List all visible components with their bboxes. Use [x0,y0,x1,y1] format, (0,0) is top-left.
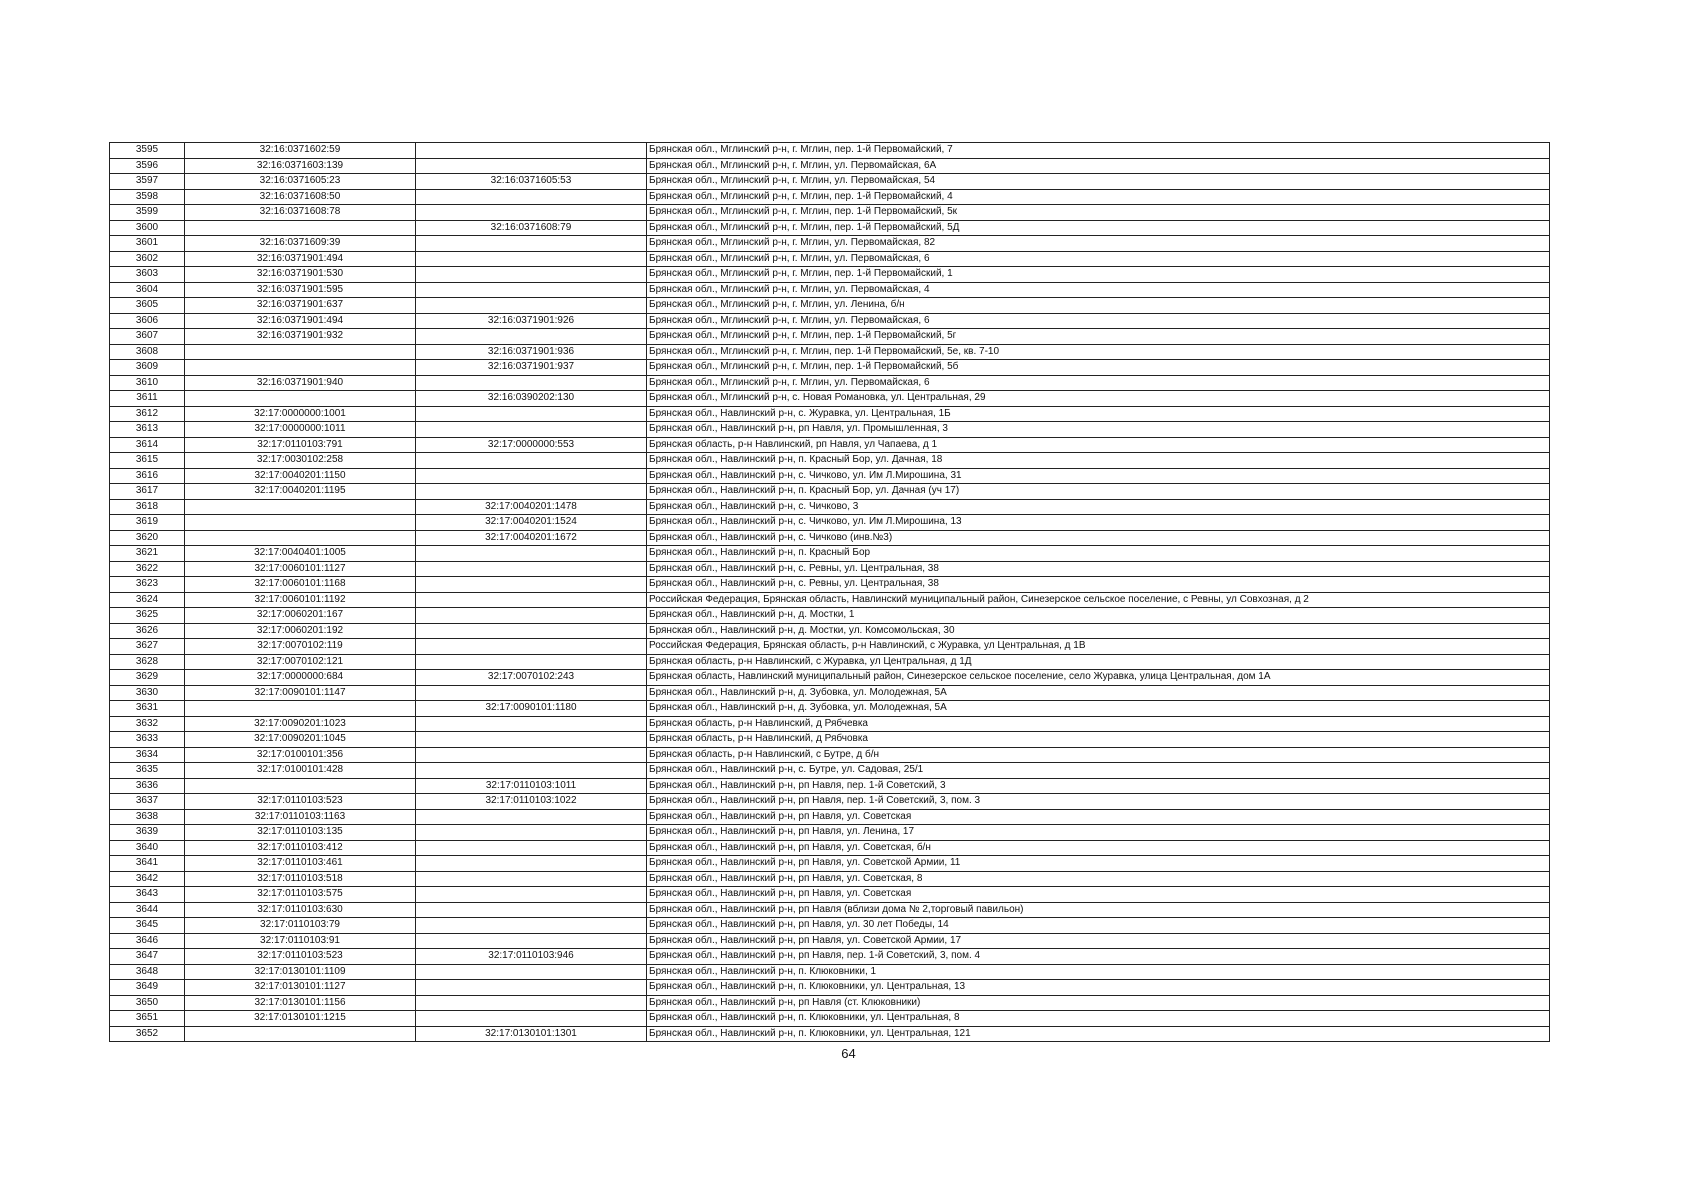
table-row [110,809,1550,825]
related-cadastral-number-cell: 32:16:0371605:53 [416,174,647,190]
related-cadastral-number-cell [416,639,647,655]
address-cell: Брянская обл., Навлинский р-н, п. Клюковники, 1 [647,964,1550,980]
address-cell: Брянская обл., Мглинский р-н, с. Новая Романовка, ул. Центральная, 29 [647,391,1550,407]
cadastral-number-cell: 32:17:0110103:461 [185,856,416,872]
row-number-cell: 3648 [110,964,185,980]
related-cadastral-number-cell [416,422,647,438]
row-number-cell: 3640 [110,840,185,856]
row-number-cell: 3621 [110,546,185,562]
cadastral-number-cell: 32:17:0110103:91 [185,933,416,949]
related-cadastral-number-cell [416,282,647,298]
row-number-cell: 3628 [110,654,185,670]
address-cell: Брянская обл., Мглинский р-н, г. Мглин, пер. 1-й Первомайский, 7 [647,143,1550,159]
table-row [110,918,1550,934]
address-cell: Брянская обл., Мглинский р-н, г. Мглин, пер. 1-й Первомайский, 5г [647,329,1550,345]
row-number-cell: 3644 [110,902,185,918]
related-cadastral-number-cell [416,902,647,918]
table-row [110,360,1550,376]
table-row [110,143,1550,159]
address-cell: Брянская обл., Навлинский р-н, д. Мостки, 1 [647,608,1550,624]
table-row [110,329,1550,345]
table-row [110,840,1550,856]
related-cadastral-number-cell: 32:16:0371901:926 [416,313,647,329]
address-cell: Брянская обл., Навлинский р-н, п. Красный Бор, ул. Дачная (уч 17) [647,484,1550,500]
table-row [110,174,1550,190]
cadastral-number-cell: 32:17:0070102:121 [185,654,416,670]
related-cadastral-number-cell [416,840,647,856]
row-number-cell: 3635 [110,763,185,779]
address-cell: Брянская обл., Навлинский р-н, д. Мостки, ул. Комсомольская, 30 [647,623,1550,639]
row-number-cell: 3634 [110,747,185,763]
related-cadastral-number-cell [416,561,647,577]
address-cell: Брянская обл., Мглинский р-н, г. Мглин, ул. Первомайская, 82 [647,236,1550,252]
row-number-cell: 3603 [110,267,185,283]
address-cell: Брянская обл., Мглинский р-н, г. Мглин, ул. Первомайская, 6 [647,313,1550,329]
cadastral-number-cell: 32:17:0000000:1001 [185,406,416,422]
table-row [110,592,1550,608]
cadastral-number-cell: 32:16:0371901:494 [185,313,416,329]
row-number-cell: 3615 [110,453,185,469]
address-cell: Брянская область, Навлинский муниципальный район, Синезерское сельское поселение, село Журавка, улица Центральная, дом 1А [647,670,1550,686]
row-number-cell: 3612 [110,406,185,422]
table-row [110,158,1550,174]
cadastral-number-cell: 32:17:0110103:518 [185,871,416,887]
row-number-cell: 3646 [110,933,185,949]
related-cadastral-number-cell [416,1011,647,1027]
row-number-cell: 3639 [110,825,185,841]
address-cell: Брянская обл., Мглинский р-н, г. Мглин, ул. Первомайская, 6 [647,375,1550,391]
related-cadastral-number-cell [416,468,647,484]
related-cadastral-number-cell [416,158,647,174]
table-row [110,763,1550,779]
cadastral-number-cell: 32:17:0000000:1011 [185,422,416,438]
cadastral-number-cell [185,778,416,794]
related-cadastral-number-cell [416,546,647,562]
related-cadastral-number-cell: 32:17:0040201:1672 [416,530,647,546]
related-cadastral-number-cell: 32:16:0390202:130 [416,391,647,407]
table-row [110,887,1550,903]
row-number-cell: 3631 [110,701,185,717]
cadastral-number-cell [185,515,416,531]
cadastral-number-cell: 32:16:0371609:39 [185,236,416,252]
address-cell: Брянская обл., Мглинский р-н, г. Мглин, пер. 1-й Первомайский, 5б [647,360,1550,376]
table-row [110,530,1550,546]
cadastral-number-cell: 32:17:0110103:791 [185,437,416,453]
address-cell: Брянская обл., Навлинский р-н, п. Клюковники, ул. Центральная, 8 [647,1011,1550,1027]
address-cell: Брянская обл., Навлинский р-н, д. Зубовка, ул. Молодежная, 5А [647,685,1550,701]
related-cadastral-number-cell [416,809,647,825]
row-number-cell: 3608 [110,344,185,360]
row-number-cell: 3617 [110,484,185,500]
table-row [110,1011,1550,1027]
related-cadastral-number-cell [416,887,647,903]
table-row [110,561,1550,577]
cadastral-number-cell: 32:17:0100101:428 [185,763,416,779]
table-row [110,515,1550,531]
address-cell: Брянская обл., Навлинский р-н, рп Навля, ул. 30 лет Победы, 14 [647,918,1550,934]
address-cell: Брянская обл., Навлинский р-н, с. Чичково, ул. Им Л.Мирошина, 13 [647,515,1550,531]
table-row [110,391,1550,407]
cadastral-table [109,142,1550,1042]
table-row [110,189,1550,205]
table-row [110,670,1550,686]
cadastral-number-cell: 32:17:0060201:167 [185,608,416,624]
row-number-cell: 3643 [110,887,185,903]
row-number-cell: 3650 [110,995,185,1011]
table-row [110,856,1550,872]
table-row [110,685,1550,701]
related-cadastral-number-cell: 32:16:0371608:79 [416,220,647,236]
related-cadastral-number-cell [416,964,647,980]
address-cell: Брянская обл., Навлинский р-н, рп Навля, ул. Советской Армии, 17 [647,933,1550,949]
cadastral-number-cell: 32:16:0371605:23 [185,174,416,190]
cadastral-number-cell [185,530,416,546]
address-cell: Брянская обл., Навлинский р-н, с. Чичково, 3 [647,499,1550,515]
address-cell: Брянская обл., Навлинский р-н, п. Клюковники, ул. Центральная, 13 [647,980,1550,996]
address-cell: Брянская обл., Навлинский р-н, рп Навля, пер. 1-й Советский, 3 [647,778,1550,794]
cadastral-number-cell [185,360,416,376]
row-number-cell: 3598 [110,189,185,205]
cadastral-number-cell: 32:17:0130101:1215 [185,1011,416,1027]
table-row [110,437,1550,453]
related-cadastral-number-cell [416,716,647,732]
related-cadastral-number-cell [416,825,647,841]
table-row [110,964,1550,980]
address-cell: Российская Федерация, Брянская область, Навлинский муниципальный район, Синезерское сельское поселение, с Ревны, ул Совхозная, д 2 [647,592,1550,608]
address-cell: Брянская обл., Навлинский р-н, п. Красный Бор [647,546,1550,562]
cadastral-number-cell: 32:17:0130101:1109 [185,964,416,980]
related-cadastral-number-cell [416,236,647,252]
cadastral-number-cell: 32:17:0090101:1147 [185,685,416,701]
table-row [110,205,1550,221]
address-cell: Брянская обл., Мглинский р-н, г. Мглин, пер. 1-й Первомайский, 5Д [647,220,1550,236]
related-cadastral-number-cell [416,856,647,872]
related-cadastral-number-cell [416,375,647,391]
address-cell: Российская Федерация, Брянская область, р-н Навлинский, с Журавка, ул Центральная, д 1В [647,639,1550,655]
table-row [110,251,1550,267]
table-row [110,468,1550,484]
row-number-cell: 3614 [110,437,185,453]
address-cell: Брянская обл., Мглинский р-н, г. Мглин, ул. Первомайская, 54 [647,174,1550,190]
cadastral-number-cell: 32:16:0371608:50 [185,189,416,205]
related-cadastral-number-cell [416,592,647,608]
address-cell: Брянская обл., Навлинский р-н, рп Навля (ст. Клюковники) [647,995,1550,1011]
address-cell: Брянская обл., Навлинский р-н, рп Навля, пер. 1-й Советский, 3, пом. 3 [647,794,1550,810]
table-row [110,484,1550,500]
related-cadastral-number-cell [416,329,647,345]
row-number-cell: 3637 [110,794,185,810]
cadastral-number-cell: 32:16:0371602:59 [185,143,416,159]
table-row [110,313,1550,329]
row-number-cell: 3600 [110,220,185,236]
cadastral-number-cell: 32:17:0090201:1045 [185,732,416,748]
related-cadastral-number-cell: 32:17:0070102:243 [416,670,647,686]
row-number-cell: 3606 [110,313,185,329]
table-row [110,701,1550,717]
related-cadastral-number-cell [416,406,647,422]
table-row [110,747,1550,763]
address-cell: Брянская обл., Навлинский р-н, рп Навля, ул. Советская, 8 [647,871,1550,887]
table-row [110,902,1550,918]
cadastral-number-cell: 32:17:0060101:1127 [185,561,416,577]
related-cadastral-number-cell [416,685,647,701]
cadastral-number-cell: 32:16:0371901:530 [185,267,416,283]
row-number-cell: 3602 [110,251,185,267]
related-cadastral-number-cell [416,189,647,205]
row-number-cell: 3626 [110,623,185,639]
table-row [110,995,1550,1011]
table-row [110,577,1550,593]
table-row [110,453,1550,469]
row-number-cell: 3622 [110,561,185,577]
cadastral-number-cell [185,391,416,407]
table-row [110,949,1550,965]
row-number-cell: 3633 [110,732,185,748]
address-cell: Брянская обл., Мглинский р-н, г. Мглин, пер. 1-й Первомайский, 5е, кв. 7-10 [647,344,1550,360]
address-cell: Брянская обл., Навлинский р-н, п. Красный Бор, ул. Дачная, 18 [647,453,1550,469]
address-cell: Брянская обл., Навлинский р-н, рп Навля, ул. Советская [647,809,1550,825]
related-cadastral-number-cell [416,747,647,763]
row-number-cell: 3616 [110,468,185,484]
table-row [110,623,1550,639]
address-cell: Брянская обл., Навлинский р-н, с. Чичково, ул. Им Л.Мирошина, 31 [647,468,1550,484]
table-row [110,406,1550,422]
row-number-cell: 3652 [110,1026,185,1042]
row-number-cell: 3607 [110,329,185,345]
cadastral-number-cell: 32:17:0110103:135 [185,825,416,841]
related-cadastral-number-cell [416,298,647,314]
table-row [110,871,1550,887]
related-cadastral-number-cell [416,918,647,934]
related-cadastral-number-cell [416,763,647,779]
address-cell: Брянская обл., Навлинский р-н, рп Навля (вблизи дома № 2,торговый павильон) [647,902,1550,918]
address-cell: Брянская обл., Навлинский р-н, с. Ревны, ул. Центральная, 38 [647,577,1550,593]
page-number: 64 [841,1046,856,1061]
related-cadastral-number-cell: 32:16:0371901:937 [416,360,647,376]
address-cell: Брянская область, р-н Навлинский, д Рябчовка [647,732,1550,748]
address-cell: Брянская обл., Навлинский р-н, с. Ревны, ул. Центральная, 38 [647,561,1550,577]
table-row [110,375,1550,391]
related-cadastral-number-cell: 32:17:0040201:1478 [416,499,647,515]
address-cell: Брянская обл., Навлинский р-н, с. Журавка, ул. Центральная, 1Б [647,406,1550,422]
related-cadastral-number-cell [416,143,647,159]
row-number-cell: 3596 [110,158,185,174]
address-cell: Брянская обл., Мглинский р-н, г. Мглин, ул. Первомайская, 4 [647,282,1550,298]
cadastral-number-cell: 32:17:0110103:575 [185,887,416,903]
cadastral-number-cell: 32:17:0040401:1005 [185,546,416,562]
row-number-cell: 3645 [110,918,185,934]
related-cadastral-number-cell: 32:17:0110103:1022 [416,794,647,810]
address-cell: Брянская обл., Навлинский р-н, рп Навля, ул. Советская [647,887,1550,903]
cadastral-number-cell: 32:17:0100101:356 [185,747,416,763]
row-number-cell: 3620 [110,530,185,546]
related-cadastral-number-cell: 32:16:0371901:936 [416,344,647,360]
row-number-cell: 3609 [110,360,185,376]
cadastral-number-cell: 32:17:0110103:79 [185,918,416,934]
cadastral-number-cell: 32:16:0371608:78 [185,205,416,221]
related-cadastral-number-cell: 32:17:0040201:1524 [416,515,647,531]
row-number-cell: 3619 [110,515,185,531]
address-cell: Брянская обл., Навлинский р-н, д. Зубовка, ул. Молодежная, 5А [647,701,1550,717]
cadastral-number-cell: 32:17:0040201:1195 [185,484,416,500]
row-number-cell: 3636 [110,778,185,794]
table-row [110,236,1550,252]
address-cell: Брянская область, р-н Навлинский, д Рябчевка [647,716,1550,732]
cadastral-number-cell: 32:17:0110103:412 [185,840,416,856]
table-body [110,143,1550,1042]
table-row [110,825,1550,841]
cadastral-number-cell: 32:17:0040201:1150 [185,468,416,484]
cadastral-number-cell: 32:17:0070102:119 [185,639,416,655]
cadastral-number-cell: 32:16:0371901:940 [185,375,416,391]
row-number-cell: 3605 [110,298,185,314]
related-cadastral-number-cell [416,654,647,670]
address-cell: Брянская обл., Мглинский р-н, г. Мглин, пер. 1-й Первомайский, 5к [647,205,1550,221]
address-cell: Брянская обл., Навлинский р-н, рп Навля, ул. Ленина, 17 [647,825,1550,841]
address-cell: Брянская обл., Мглинский р-н, г. Мглин, пер. 1-й Первомайский, 1 [647,267,1550,283]
row-number-cell: 3649 [110,980,185,996]
row-number-cell: 3647 [110,949,185,965]
row-number-cell: 3638 [110,809,185,825]
table-row [110,654,1550,670]
related-cadastral-number-cell [416,995,647,1011]
table-row [110,608,1550,624]
related-cadastral-number-cell [416,623,647,639]
row-number-cell: 3601 [110,236,185,252]
row-number-cell: 3599 [110,205,185,221]
row-number-cell: 3597 [110,174,185,190]
address-cell: Брянская обл., Мглинский р-н, г. Мглин, пер. 1-й Первомайский, 4 [647,189,1550,205]
cadastral-number-cell [185,344,416,360]
address-cell: Брянская обл., Навлинский р-н, с. Чичково (инв.№3) [647,530,1550,546]
related-cadastral-number-cell: 32:17:0090101:1180 [416,701,647,717]
address-cell: Брянская обл., Навлинский р-н, рп Навля, ул. Промышленная, 3 [647,422,1550,438]
related-cadastral-number-cell: 32:17:0130101:1301 [416,1026,647,1042]
table-row [110,732,1550,748]
address-cell: Брянская обл., Навлинский р-н, с. Бутре, ул. Садовая, 25/1 [647,763,1550,779]
cadastral-number-cell [185,499,416,515]
cadastral-number-cell [185,701,416,717]
row-number-cell: 3624 [110,592,185,608]
table-row [110,422,1550,438]
related-cadastral-number-cell [416,933,647,949]
cadastral-number-cell: 32:16:0371901:494 [185,251,416,267]
related-cadastral-number-cell [416,267,647,283]
table-row [110,778,1550,794]
cadastral-number-cell: 32:17:0110103:523 [185,794,416,810]
row-number-cell: 3604 [110,282,185,298]
related-cadastral-number-cell [416,205,647,221]
address-cell: Брянская обл., Мглинский р-н, г. Мглин, ул. Первомайская, 6 [647,251,1550,267]
row-number-cell: 3651 [110,1011,185,1027]
row-number-cell: 3623 [110,577,185,593]
related-cadastral-number-cell [416,577,647,593]
address-cell: Брянская обл., Навлинский р-н, рп Навля, пер. 1-й Советский, 3, пом. 4 [647,949,1550,965]
row-number-cell: 3610 [110,375,185,391]
cadastral-number-cell: 32:16:0371901:595 [185,282,416,298]
table-row [110,499,1550,515]
table-row [110,933,1550,949]
cadastral-number-cell: 32:17:0110103:523 [185,949,416,965]
cadastral-number-cell: 32:16:0371901:637 [185,298,416,314]
cadastral-number-cell: 32:17:0060201:192 [185,623,416,639]
row-number-cell: 3611 [110,391,185,407]
row-number-cell: 3630 [110,685,185,701]
related-cadastral-number-cell: 32:17:0110103:1011 [416,778,647,794]
row-number-cell: 3632 [110,716,185,732]
table-row [110,282,1550,298]
cadastral-number-cell: 32:17:0130101:1156 [185,995,416,1011]
row-number-cell: 3627 [110,639,185,655]
table-row [110,1026,1550,1042]
address-cell: Брянская область, р-н Навлинский, с Журавка, ул Центральная, д 1Д [647,654,1550,670]
related-cadastral-number-cell [416,732,647,748]
cadastral-number-cell: 32:17:0090201:1023 [185,716,416,732]
row-number-cell: 3595 [110,143,185,159]
table-row [110,716,1550,732]
related-cadastral-number-cell [416,453,647,469]
table-row [110,220,1550,236]
address-cell: Брянская обл., Навлинский р-н, рп Навля, ул. Советской Армии, 11 [647,856,1550,872]
related-cadastral-number-cell: 32:17:0110103:946 [416,949,647,965]
table-row [110,298,1550,314]
related-cadastral-number-cell [416,251,647,267]
address-cell: Брянская обл., Мглинский р-н, г. Мглин, ул. Первомайская, 6А [647,158,1550,174]
address-cell: Брянская обл., Мглинский р-н, г. Мглин, ул. Ленина, б/н [647,298,1550,314]
cadastral-number-cell [185,220,416,236]
row-number-cell: 3642 [110,871,185,887]
cadastral-number-cell: 32:16:0371603:139 [185,158,416,174]
table-row [110,794,1550,810]
cadastral-number-cell: 32:17:0060101:1192 [185,592,416,608]
address-cell: Брянская область, р-н Навлинский, рп Навля, ул Чапаева, д 1 [647,437,1550,453]
related-cadastral-number-cell [416,871,647,887]
table-row [110,639,1550,655]
related-cadastral-number-cell [416,980,647,996]
cadastral-number-cell: 32:17:0130101:1127 [185,980,416,996]
cadastral-number-cell: 32:16:0371901:932 [185,329,416,345]
related-cadastral-number-cell [416,484,647,500]
cadastral-number-cell [185,1026,416,1042]
row-number-cell: 3629 [110,670,185,686]
table-row [110,267,1550,283]
address-cell: Брянская область, р-н Навлинский, с Бутре, д б/н [647,747,1550,763]
cadastral-number-cell: 32:17:0110103:1163 [185,809,416,825]
table-row [110,546,1550,562]
cadastral-number-cell: 32:17:0000000:684 [185,670,416,686]
row-number-cell: 3618 [110,499,185,515]
row-number-cell: 3641 [110,856,185,872]
table-row [110,344,1550,360]
cadastral-number-cell: 32:17:0110103:630 [185,902,416,918]
address-cell: Брянская обл., Навлинский р-н, п. Клюковники, ул. Центральная, 121 [647,1026,1550,1042]
row-number-cell: 3613 [110,422,185,438]
related-cadastral-number-cell: 32:17:0000000:553 [416,437,647,453]
related-cadastral-number-cell [416,608,647,624]
address-cell: Брянская обл., Навлинский р-н, рп Навля, ул. Советская, б/н [647,840,1550,856]
cadastral-number-cell: 32:17:0030102:258 [185,453,416,469]
cadastral-number-cell: 32:17:0060101:1168 [185,577,416,593]
row-number-cell: 3625 [110,608,185,624]
table-row [110,980,1550,996]
